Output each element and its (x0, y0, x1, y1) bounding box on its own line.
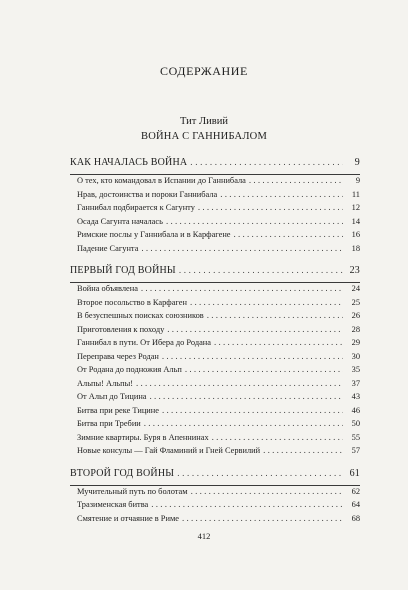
toc-chapter (70, 157, 360, 256)
table-of-contents (70, 157, 360, 535)
chapter-page-number: 23 (349, 265, 360, 276)
entry-title: Смятение и отчаяние в Риме (77, 513, 179, 523)
dot-leader (179, 265, 343, 275)
dot-leader (234, 229, 343, 239)
entry-title: Осада Сагунта началась (77, 216, 163, 226)
entry-title: Война объявлена (77, 284, 138, 293)
toc-entry[interactable] (77, 351, 360, 365)
dot-leader (263, 445, 343, 455)
entry-title: Тразименская битва (77, 500, 149, 509)
dot-leader (214, 337, 343, 347)
dot-leader (162, 351, 343, 361)
entry-page-number: 57 (351, 446, 360, 455)
entry-title: Ганнибал в пути. От Ибера до Родана (77, 338, 211, 347)
chapter-heading-row[interactable] (70, 157, 360, 175)
dot-leader (162, 405, 343, 415)
toc-entry[interactable] (77, 391, 360, 405)
toc-entry[interactable] (77, 486, 360, 500)
toc-entry[interactable] (77, 202, 360, 216)
author-name: Тит Ливий (180, 116, 228, 127)
entry-page-number: 24 (351, 284, 360, 293)
toc-entry[interactable] (77, 337, 360, 351)
toc-entry[interactable] (77, 229, 360, 243)
toc-entry[interactable] (77, 189, 360, 203)
entry-title: О тех, кто командовал в Испании до Ганнибала (77, 176, 246, 185)
entry-title: Переправа через Родан (77, 351, 159, 361)
toc-entry[interactable] (77, 378, 360, 392)
entry-page-number: 35 (351, 365, 360, 374)
page-number: 412 (197, 531, 211, 541)
entry-page-number: 18 (351, 243, 360, 253)
entry-title: Мучительный путь по болотам (77, 486, 188, 496)
entry-page-number: 62 (351, 486, 360, 496)
toc-entry[interactable] (77, 297, 360, 311)
toc-entry[interactable] (77, 364, 360, 378)
entry-title: Битва при Требии (77, 419, 141, 428)
toc-entry[interactable] (77, 445, 360, 459)
toc-entry[interactable] (77, 499, 360, 513)
entry-title: От Альп до Тицина (77, 392, 147, 401)
entry-title: Нрав, достоинства и пороки Ганнибала (77, 189, 218, 199)
book-title: ВОЙНА С ГАННИБАЛОМ (141, 131, 267, 142)
chapter-page-number: 9 (354, 157, 360, 168)
dot-leader (185, 364, 343, 374)
entry-title: Новые консулы — Гай Фламиний и Гней Сервилий (77, 446, 261, 455)
entry-page-number: 28 (351, 324, 360, 334)
entry-page-number: 50 (351, 419, 360, 428)
dot-leader (144, 418, 343, 428)
dot-leader (177, 468, 343, 478)
entry-title: Битва при реке Тицине (77, 405, 159, 415)
dot-leader (191, 486, 343, 496)
dot-leader (249, 175, 343, 185)
chapter-heading-row[interactable] (70, 468, 360, 486)
entry-page-number: 46 (351, 405, 360, 415)
dot-leader (136, 378, 343, 388)
dot-leader (182, 513, 343, 523)
toc-entry[interactable] (77, 418, 360, 432)
chapter-heading-row[interactable] (70, 265, 360, 283)
entry-page-number: 26 (351, 311, 360, 320)
toc-entry[interactable] (77, 324, 360, 338)
toc-entry[interactable] (77, 310, 360, 324)
toc-entry[interactable] (77, 243, 360, 257)
contents-heading: СОДЕРЖАНИЕ (160, 64, 248, 78)
dot-leader (212, 432, 343, 442)
toc-entry[interactable] (77, 175, 360, 189)
entry-title: Римские послы у Ганнибала и в Карфагене (77, 230, 231, 239)
toc-entry[interactable] (77, 432, 360, 446)
chapter-title: ВТОРОЙ ГОД ВОЙНЫ (70, 467, 175, 479)
dot-leader (141, 283, 343, 293)
dot-leader (150, 391, 343, 401)
chapter-page-number: 61 (349, 467, 360, 479)
entry-page-number: 37 (351, 378, 360, 388)
dot-leader (166, 216, 343, 226)
entry-title: От Родана до подножия Альп (77, 365, 182, 374)
entry-page-number: 16 (351, 230, 360, 239)
chapter-title: КАК НАЧАЛАСЬ ВОЙНА (70, 157, 188, 168)
entry-page-number: 11 (351, 189, 360, 199)
dot-leader (220, 189, 343, 199)
toc-entry[interactable] (77, 216, 360, 230)
dot-leader (207, 310, 343, 320)
entry-page-number: 64 (351, 500, 360, 509)
dot-leader (151, 499, 343, 509)
entry-title: В безуспешных поисках союзников (77, 311, 204, 320)
entry-title: Второе посольство в Карфаген (77, 297, 187, 307)
dot-leader (167, 324, 343, 334)
toc-chapter (70, 468, 360, 527)
entry-page-number: 12 (351, 203, 360, 212)
entry-title: Зимние квартиры. Буря в Апеннинах (77, 432, 209, 442)
toc-entry[interactable] (77, 283, 360, 297)
entry-page-number: 68 (351, 513, 360, 523)
toc-chapter (70, 265, 360, 459)
entry-page-number: 25 (351, 297, 360, 307)
dot-leader (141, 243, 343, 253)
entry-title: Падение Сагунта (77, 243, 139, 253)
entry-page-number: 9 (355, 176, 360, 185)
dot-leader (198, 202, 343, 212)
toc-entry[interactable] (77, 513, 360, 527)
entry-title: Альпы! Альпы! (77, 378, 133, 388)
dot-leader (190, 297, 343, 307)
entry-page-number: 55 (351, 432, 360, 442)
toc-entry[interactable] (77, 405, 360, 419)
entry-page-number: 30 (351, 351, 360, 361)
chapter-title: ПЕРВЫЙ ГОД ВОЙНЫ (70, 265, 176, 276)
entry-page-number: 29 (351, 338, 360, 347)
entry-page-number: 14 (351, 216, 360, 226)
entry-page-number: 43 (351, 392, 360, 401)
entry-title: Ганнибал подбирается к Сагунту (77, 203, 195, 212)
entry-title: Приготовления к походу (77, 324, 165, 334)
dot-leader (190, 157, 343, 167)
